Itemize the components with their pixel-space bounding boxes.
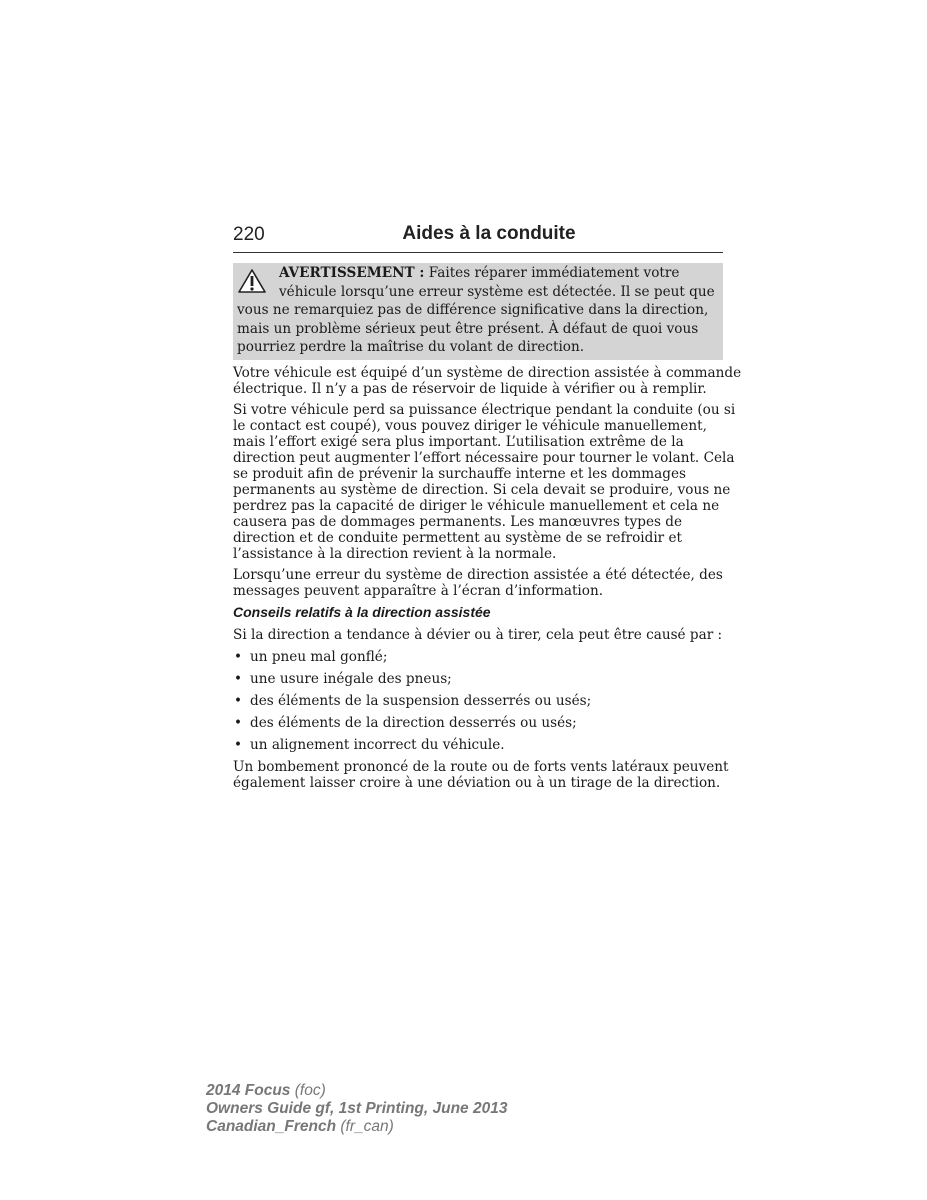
causes-list (233, 649, 723, 759)
list-item: • des éléments de la suspension desserrés ou usés; (234, 693, 592, 709)
bullet-icon: • (234, 649, 243, 665)
list-item: • un pneu mal gonflé; (234, 649, 388, 665)
section-title: Aides à la conduite (402, 223, 576, 244)
footer-line-3: Canadian_French (fr_can) (206, 1118, 394, 1135)
bullet-icon: • (234, 715, 243, 731)
warning-line-2: véhicule lorsqu’une erreur système est détectée. Il se peut que (279, 283, 715, 300)
main-content (233, 365, 742, 796)
footer-line-1: 2014 Focus (foc) (206, 1082, 326, 1099)
warning-triangle-icon (237, 268, 267, 294)
warning-line-5: pourriez perdre la maîtrise du volant de direction. (237, 339, 585, 356)
page-number: 220 (233, 224, 265, 245)
page-header (233, 222, 723, 253)
footer-line-2: Owners Guide gf, 1st Printing, June 2013 (206, 1100, 508, 1117)
warning-line-3: vous ne remarquiez pas de différence significative dans la direction, (237, 302, 709, 319)
bullet-icon: • (234, 671, 243, 687)
list-item: • des éléments de la direction desserrés ou usés; (234, 715, 577, 731)
warning-line-4: mais un problème sérieux peut être présent. À défaut de quoi vous (237, 320, 699, 337)
paragraph-power-loss: Si votre véhicule perd sa puissance électrique pendant la conduite (ou si le contact est coupé), vous pouvez diriger le véhicule manuellement, mais l’effort exigé sera plus important. L’utilisation extrême de la direction peut augmenter l’effort nécessaire pour tourner le volant. Cela se produit afin de prévenir la surchauffe interne et les dommages permanents au système de direction. Si cela devait se produire, vous ne perdrez pas la capacité de diriger le véhicule manuellement et cela ne causera pas de dommages permanents. Les manœuvres types de direction et de conduite permettent au système de se refroidir et l’assistance à la direction revient à la normale. (233, 402, 736, 562)
paragraph-road-crown: Un bombement prononcé de la route ou de forts vents latéraux peuvent également laisser croire à une déviation ou à un tirage de la direction. (233, 759, 729, 791)
bullet-icon: • (234, 737, 243, 753)
list-item: • un alignement incorrect du véhicule. (234, 737, 505, 753)
warning-line-1: AVERTISSEMENT : Faites réparer immédiatement votre (279, 265, 680, 281)
list-item: • une usure inégale des pneus; (234, 671, 452, 687)
bullet-icon: • (234, 693, 243, 709)
subheading-steering-tips: Conseils relatifs à la direction assistée (233, 604, 491, 620)
paragraph-power-steering: Votre véhicule est équipé d’un système de direction assistée à commande électrique. Il n’y a pas de réservoir de liquide à vérifier ou à remplir. (233, 365, 742, 397)
footer (206, 1082, 507, 1136)
warning-box (233, 263, 723, 360)
intro-text: Si la direction a tendance à dévier ou à tirer, cela peut être causé par : (233, 627, 723, 643)
paragraph-error-messages: Lorsqu’une erreur du système de direction assistée a été détectée, des messages peuvent apparaître à l’écran d’information. (233, 567, 723, 599)
warning-label: AVERTISSEMENT : (279, 265, 425, 281)
